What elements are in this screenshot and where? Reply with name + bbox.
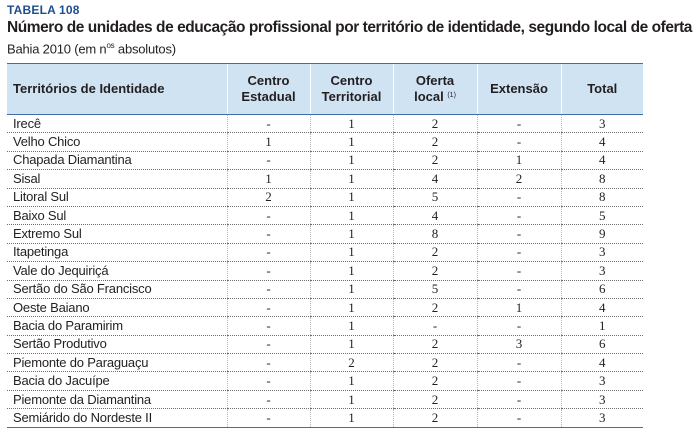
header-centro-territorial bbox=[310, 64, 393, 115]
cell-territorio: Sisal bbox=[7, 170, 227, 188]
table-row bbox=[7, 390, 643, 408]
cell-total: 4 bbox=[561, 133, 643, 151]
table-label: TABELA 108 bbox=[7, 3, 80, 17]
cell-extensao: - bbox=[477, 206, 561, 224]
table-subtitle bbox=[7, 41, 176, 56]
header-total bbox=[561, 64, 643, 115]
table-row bbox=[7, 317, 643, 335]
cell-total: 4 bbox=[561, 298, 643, 316]
cell-extensao: - bbox=[477, 280, 561, 298]
cell-oferta-local: 5 bbox=[393, 188, 477, 206]
cell-oferta-local: 2 bbox=[393, 354, 477, 372]
cell-territorio: Irecê bbox=[7, 115, 227, 133]
table-row bbox=[7, 151, 643, 169]
cell-total: 3 bbox=[561, 243, 643, 261]
cell-centro-estadual: 1 bbox=[227, 170, 310, 188]
table-row bbox=[7, 115, 643, 133]
table-body bbox=[7, 115, 643, 428]
header-extensao bbox=[477, 64, 561, 115]
table-title: Número de unidades de educação profissional por território de identidade, segundo local de oferta bbox=[7, 19, 692, 36]
cell-territorio: Sertão Produtivo bbox=[7, 335, 227, 353]
header-centro-estadual bbox=[227, 64, 310, 115]
header-centro-estadual-line2: Estadual bbox=[241, 89, 296, 104]
cell-oferta-local: 2 bbox=[393, 243, 477, 261]
cell-total: 6 bbox=[561, 335, 643, 353]
cell-oferta-local: 2 bbox=[393, 298, 477, 316]
cell-centro-estadual: - bbox=[227, 390, 310, 408]
cell-centro-territorial: 1 bbox=[310, 317, 393, 335]
cell-total: 8 bbox=[561, 188, 643, 206]
cell-centro-territorial: 1 bbox=[310, 188, 393, 206]
cell-total: 3 bbox=[561, 372, 643, 390]
subtitle-prefix: Bahia 2010 (em n bbox=[7, 41, 107, 57]
cell-centro-territorial: 1 bbox=[310, 115, 393, 133]
cell-total: 4 bbox=[561, 354, 643, 372]
header-row bbox=[7, 64, 643, 115]
cell-extensao: 1 bbox=[477, 151, 561, 169]
cell-centro-estadual: - bbox=[227, 225, 310, 243]
cell-total: 3 bbox=[561, 115, 643, 133]
cell-centro-estadual: - bbox=[227, 280, 310, 298]
cell-extensao: - bbox=[477, 262, 561, 280]
table-row bbox=[7, 409, 643, 427]
cell-oferta-local: 2 bbox=[393, 262, 477, 280]
cell-territorio: Piemonte da Diamantina bbox=[7, 390, 227, 408]
cell-centro-territorial: 1 bbox=[310, 280, 393, 298]
table-row bbox=[7, 298, 643, 316]
cell-territorio: Bacia do Jacuípe bbox=[7, 372, 227, 390]
cell-extensao: - bbox=[477, 372, 561, 390]
cell-extensao: - bbox=[477, 390, 561, 408]
header-territorio-text: Territórios de Identidade bbox=[13, 81, 165, 96]
header-oferta-local bbox=[393, 64, 477, 115]
cell-territorio: Extremo Sul bbox=[7, 225, 227, 243]
cell-territorio: Chapada Diamantina bbox=[7, 151, 227, 169]
cell-extensao: - bbox=[477, 115, 561, 133]
cell-extensao: 3 bbox=[477, 335, 561, 353]
cell-total: 6 bbox=[561, 280, 643, 298]
cell-centro-estadual: - bbox=[227, 354, 310, 372]
cell-centro-territorial: 1 bbox=[310, 243, 393, 261]
cell-total: 3 bbox=[561, 390, 643, 408]
cell-extensao: - bbox=[477, 188, 561, 206]
cell-total: 9 bbox=[561, 225, 643, 243]
cell-oferta-local: 4 bbox=[393, 206, 477, 224]
cell-territorio: Velho Chico bbox=[7, 133, 227, 151]
cell-oferta-local: - bbox=[393, 317, 477, 335]
cell-extensao: - bbox=[477, 225, 561, 243]
cell-extensao: - bbox=[477, 354, 561, 372]
cell-centro-estadual: - bbox=[227, 335, 310, 353]
table-row bbox=[7, 170, 643, 188]
subtitle-superscript: os bbox=[106, 41, 115, 50]
cell-oferta-local: 2 bbox=[393, 390, 477, 408]
table-row bbox=[7, 335, 643, 353]
cell-oferta-local: 4 bbox=[393, 170, 477, 188]
table-row bbox=[7, 133, 643, 151]
cell-territorio: Piemonte do Paraguaçu bbox=[7, 354, 227, 372]
cell-centro-territorial: 1 bbox=[310, 390, 393, 408]
table-row bbox=[7, 280, 643, 298]
cell-centro-territorial: 1 bbox=[310, 409, 393, 427]
cell-centro-estadual: - bbox=[227, 243, 310, 261]
header-oferta-footnote: (1) bbox=[447, 92, 456, 99]
cell-extensao: - bbox=[477, 409, 561, 427]
cell-centro-estadual: - bbox=[227, 372, 310, 390]
data-table bbox=[7, 63, 643, 428]
cell-territorio: Baixo Sul bbox=[7, 206, 227, 224]
cell-oferta-local: 2 bbox=[393, 372, 477, 390]
cell-centro-territorial: 1 bbox=[310, 133, 393, 151]
cell-centro-territorial: 1 bbox=[310, 335, 393, 353]
cell-total: 5 bbox=[561, 206, 643, 224]
cell-territorio: Semiárido do Nordeste II bbox=[7, 409, 227, 427]
table-row bbox=[7, 243, 643, 261]
cell-territorio: Bacia do Paramirim bbox=[7, 317, 227, 335]
header-oferta-line2: local bbox=[414, 89, 444, 104]
header-oferta-line1: Oferta bbox=[415, 73, 455, 88]
table-row bbox=[7, 225, 643, 243]
cell-total: 1 bbox=[561, 317, 643, 335]
cell-centro-estadual: - bbox=[227, 262, 310, 280]
cell-centro-territorial: 1 bbox=[310, 372, 393, 390]
cell-centro-territorial: 1 bbox=[310, 225, 393, 243]
header-total-text: Total bbox=[587, 81, 618, 96]
cell-oferta-local: 2 bbox=[393, 335, 477, 353]
header-territorio bbox=[7, 64, 227, 115]
cell-oferta-local: 2 bbox=[393, 409, 477, 427]
cell-oferta-local: 2 bbox=[393, 151, 477, 169]
cell-oferta-local: 5 bbox=[393, 280, 477, 298]
table-row bbox=[7, 372, 643, 390]
cell-centro-estadual: 2 bbox=[227, 188, 310, 206]
header-centro-territorial-line2: Territorial bbox=[321, 89, 382, 104]
cell-total: 3 bbox=[561, 409, 643, 427]
cell-centro-estadual: - bbox=[227, 151, 310, 169]
cell-centro-territorial: 1 bbox=[310, 262, 393, 280]
cell-extensao: 1 bbox=[477, 298, 561, 316]
cell-centro-territorial: 1 bbox=[310, 170, 393, 188]
cell-extensao: - bbox=[477, 317, 561, 335]
cell-oferta-local: 8 bbox=[393, 225, 477, 243]
table-row bbox=[7, 262, 643, 280]
cell-extensao: - bbox=[477, 133, 561, 151]
cell-extensao: - bbox=[477, 243, 561, 261]
header-centro-territorial-line1: Centro bbox=[330, 73, 373, 88]
cell-centro-estadual: - bbox=[227, 206, 310, 224]
cell-total: 8 bbox=[561, 170, 643, 188]
cell-centro-territorial: 1 bbox=[310, 298, 393, 316]
cell-territorio: Oeste Baiano bbox=[7, 298, 227, 316]
cell-territorio: Sertão do São Francisco bbox=[7, 280, 227, 298]
table-header bbox=[7, 64, 643, 115]
cell-territorio: Litoral Sul bbox=[7, 188, 227, 206]
cell-centro-estadual: - bbox=[227, 317, 310, 335]
cell-centro-estadual: - bbox=[227, 409, 310, 427]
cell-centro-estadual: - bbox=[227, 298, 310, 316]
table-row bbox=[7, 188, 643, 206]
cell-centro-territorial: 1 bbox=[310, 151, 393, 169]
cell-extensao: 2 bbox=[477, 170, 561, 188]
header-centro-estadual-line1: Centro bbox=[247, 73, 290, 88]
subtitle-suffix: absolutos) bbox=[114, 41, 176, 57]
table-row bbox=[7, 206, 643, 224]
cell-centro-territorial: 1 bbox=[310, 206, 393, 224]
table-row bbox=[7, 354, 643, 372]
cell-centro-estadual: 1 bbox=[227, 133, 310, 151]
cell-territorio: Vale do Jequiriçá bbox=[7, 262, 227, 280]
cell-total: 4 bbox=[561, 151, 643, 169]
header-extensao-text: Extensão bbox=[490, 81, 548, 96]
cell-centro-territorial: 2 bbox=[310, 354, 393, 372]
cell-territorio: Itapetinga bbox=[7, 243, 227, 261]
cell-oferta-local: 2 bbox=[393, 133, 477, 151]
cell-total: 3 bbox=[561, 262, 643, 280]
cell-centro-estadual: - bbox=[227, 115, 310, 133]
cell-oferta-local: 2 bbox=[393, 115, 477, 133]
